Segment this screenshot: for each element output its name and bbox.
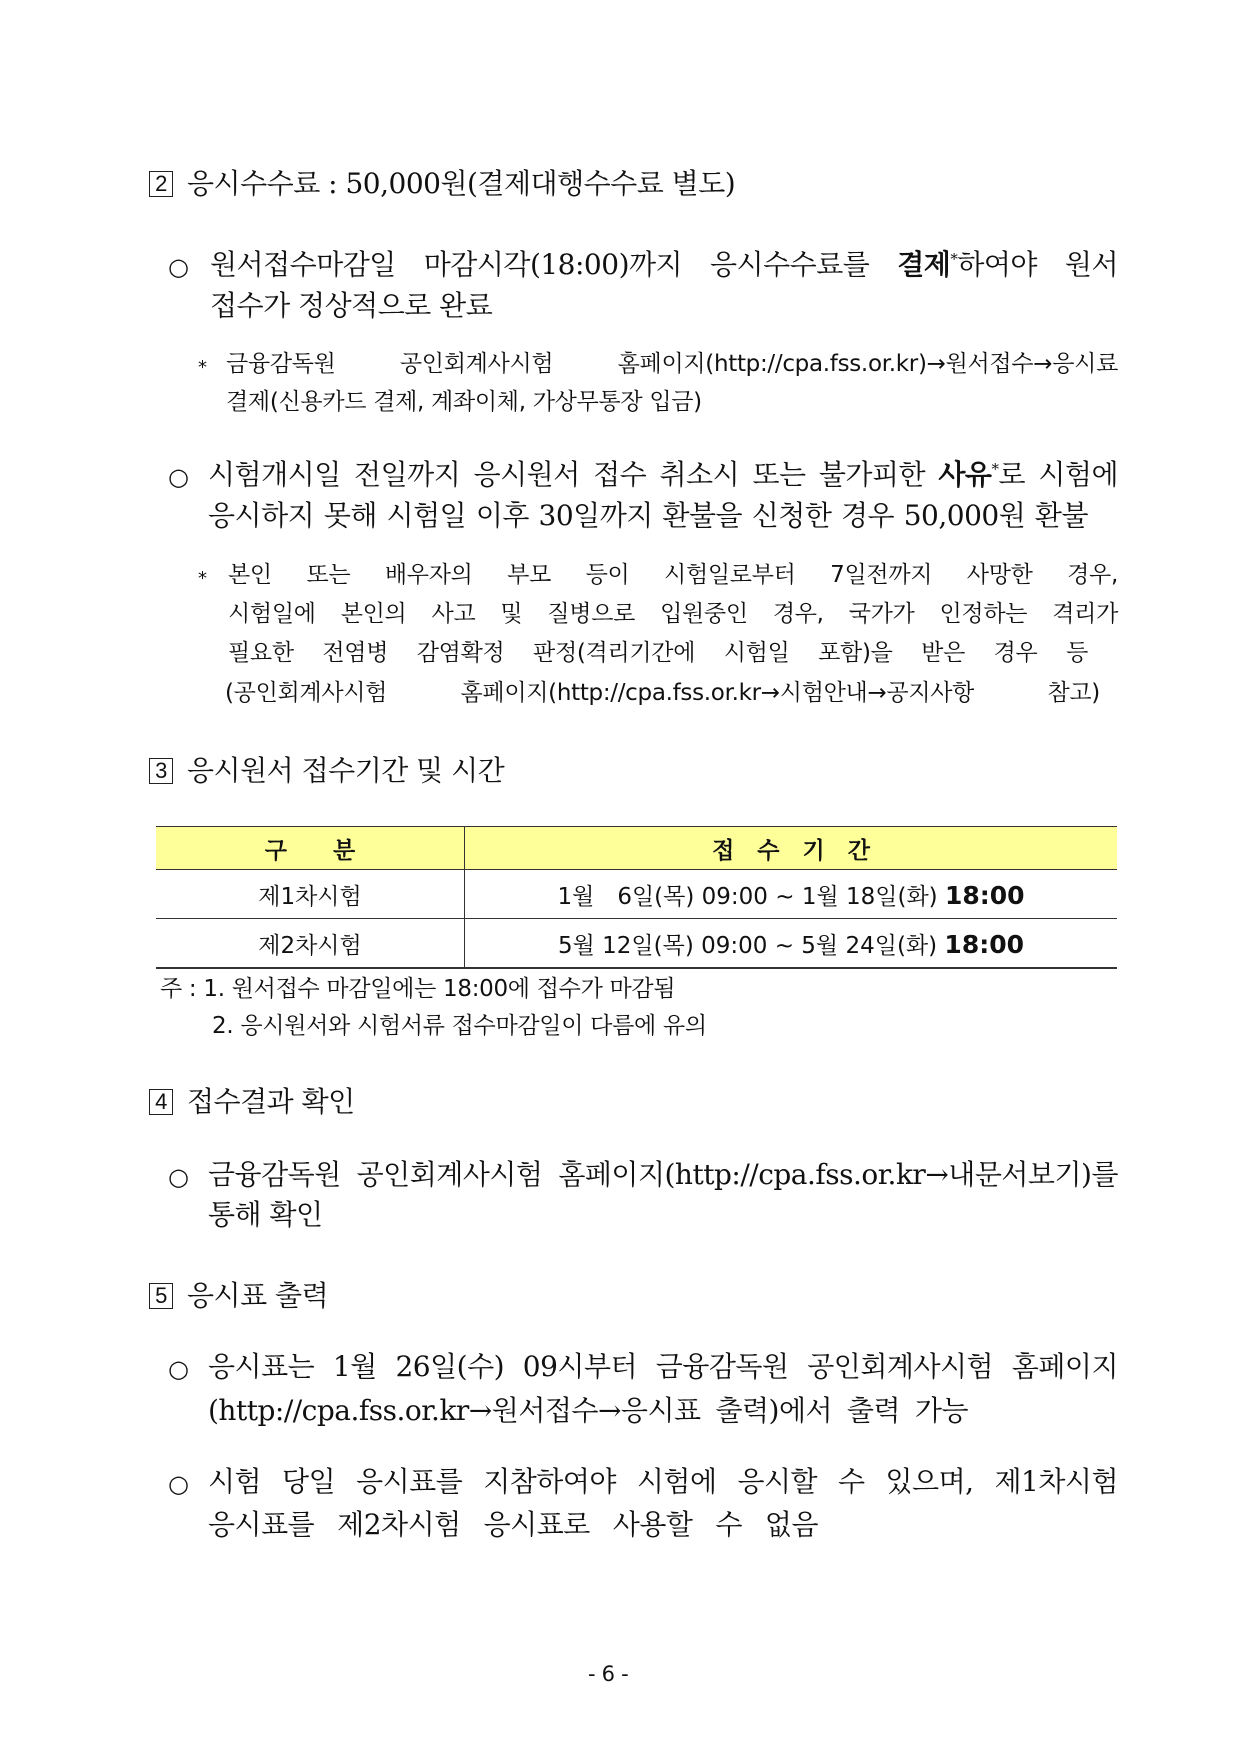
paragraph-line: 응시표는 1월 26일(수) 09시부터 금융감독원 공인회계사시험 홈페이지 (208, 1350, 1118, 1383)
text: 하여야 원서 (957, 248, 1118, 281)
bullet-circle-icon: ○ (168, 1355, 189, 1383)
text: 시험개시일 전일까지 응시원서 접수 취소시 또는 불가피한 (208, 458, 939, 491)
section-title: 응시원서 접수기간 및 시간 (187, 754, 505, 787)
paragraph-line: 금융감독원 공인회계사시험 홈페이지(http://cpa.fss.or.kr→내문서보기)를 (208, 1158, 1118, 1191)
asterisk-icon: * (198, 568, 207, 589)
paragraph-line (210, 248, 1118, 281)
exam-period (465, 919, 1118, 969)
application-period-table (156, 826, 1117, 969)
section-5-heading (149, 1279, 329, 1312)
paragraph-line: 통해 확인 (208, 1198, 323, 1231)
page-number: - 6 - (588, 1662, 629, 1686)
section-number-box: 5 (149, 1283, 173, 1309)
table-note: 주 : 1. 원서접수 마감일에는 18:00에 접수가 마감됨 (160, 976, 676, 1002)
note-line: 필요한 전염병 감염확정 판정(격리기간에 시험일 포함)을 받은 경우 등 (228, 640, 1088, 666)
paragraph-line (208, 458, 1118, 491)
period-text: 5월 12일(목) 09:00 ~ 5월 24일(화) (558, 932, 945, 959)
paragraph-line: 응시하지 못해 시험일 이후 30일까지 환불을 신청한 경우 50,000원 환불 (208, 499, 1088, 532)
section-number-box: 3 (149, 758, 173, 784)
section-4-heading (149, 1085, 355, 1118)
section-title: 접수결과 확인 (187, 1085, 355, 1118)
section-number-box: 4 (149, 1089, 173, 1115)
header-period: 접 수 기 간 (465, 827, 1118, 870)
bold-text: 사유 (938, 458, 992, 491)
table-row (156, 870, 1117, 919)
end-time: 18:00 (944, 929, 1024, 959)
table-header-row (156, 827, 1117, 870)
bullet-circle-icon: ○ (168, 1163, 189, 1191)
footnote-mark: * (950, 250, 958, 268)
section-number-box: 2 (149, 171, 173, 197)
text: 로 시험에 (998, 458, 1118, 491)
paragraph-line: 시험 당일 응시표를 지참하여야 시험에 응시할 수 있으며, 제1차시험 (208, 1465, 1118, 1498)
bullet-circle-icon: ○ (168, 463, 189, 491)
exam-label: 제1차시험 (156, 870, 465, 919)
table-row (156, 919, 1117, 969)
note-line: (공인회계사시험 홈페이지(http://cpa.fss.or.kr→시험안내→공지사항 참고) (225, 680, 1100, 706)
table-note: 2. 응시원서와 시험서류 접수마감일이 다름에 유의 (212, 1013, 707, 1039)
note-line: 시험일에 본인의 사고 및 질병으로 입원중인 경우, 국가가 인정하는 격리가 (228, 601, 1118, 627)
paragraph-line: (http://cpa.fss.or.kr→원서접수→응시표 출력)에서 출력 가능 (208, 1394, 968, 1427)
bullet-circle-icon: ○ (168, 253, 189, 281)
section-2-heading (149, 167, 736, 200)
header-category: 구 분 (156, 827, 465, 870)
bold-text: 결제 (897, 248, 951, 281)
section-title: 응시표 출력 (187, 1279, 329, 1312)
paragraph-line: 응시표를 제2차시험 응시표로 사용할 수 없음 (208, 1508, 818, 1541)
exam-label: 제2차시험 (156, 919, 465, 969)
note-line: 결제(신용카드 결제, 계좌이체, 가상무통장 입금) (226, 389, 702, 415)
note-line: 본인 또는 배우자의 부모 등이 시험일로부터 7일전까지 사망한 경우, (228, 562, 1118, 588)
paragraph-line: 접수가 정상적으로 완료 (210, 289, 493, 322)
note-line: 금융감독원 공인회계사시험 홈페이지(http://cpa.fss.or.kr)→원서접수→응시료 (226, 351, 1118, 377)
section-title: 응시수수료 : 50,000원(결제대행수수료 별도) (187, 167, 736, 200)
period-text: 1월 6일(목) 09:00 ~ 1월 18일(화) (557, 883, 945, 910)
text: 원서접수마감일 마감시각(18:00)까지 응시수수료를 (210, 248, 898, 281)
section-3-heading (149, 754, 505, 787)
end-time: 18:00 (944, 880, 1025, 910)
exam-period (465, 870, 1118, 919)
bullet-circle-icon: ○ (168, 1470, 189, 1498)
asterisk-icon: * (198, 357, 207, 378)
footnote-mark: * (991, 460, 999, 478)
